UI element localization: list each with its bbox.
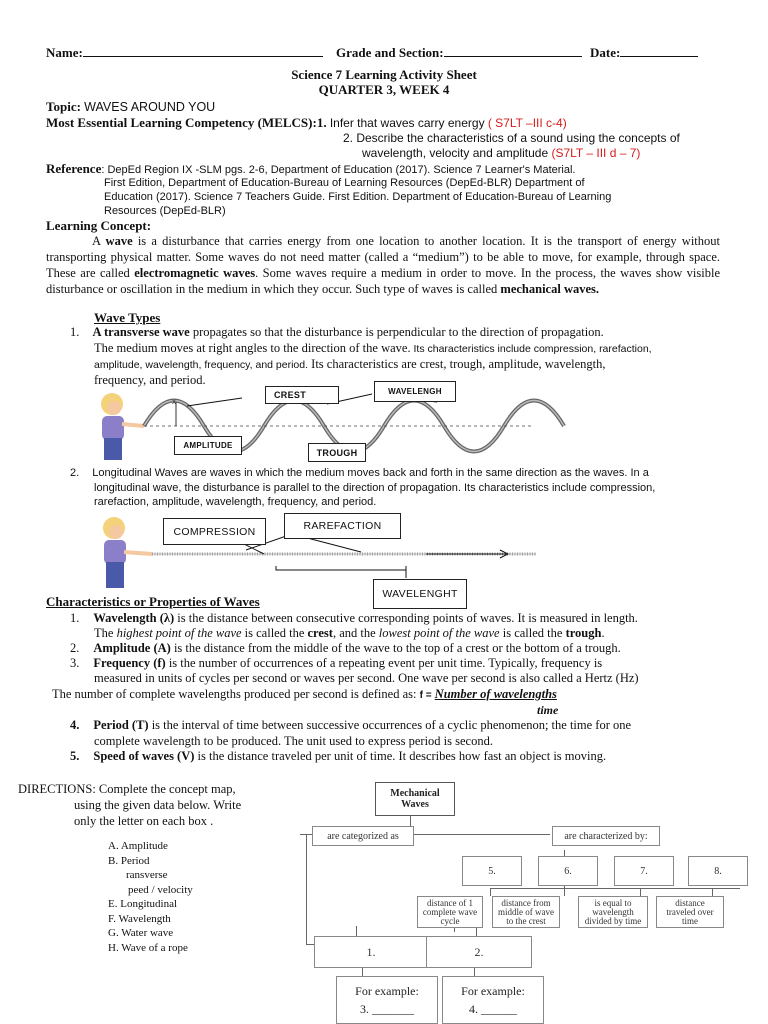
p1-l2i1: highest point of the wave	[116, 626, 242, 640]
trough-label: TROUGH	[308, 443, 366, 462]
date-blank[interactable]	[620, 44, 698, 57]
property-5-text: is the distance traveled per unit of time. It describes how fast an object is moving.	[194, 749, 607, 763]
directions-line1	[18, 782, 236, 797]
property-4-term: Period (T)	[93, 718, 149, 732]
name-label: Name:	[46, 45, 83, 60]
wave-type-1	[70, 325, 604, 340]
date-label: Date:	[590, 45, 621, 60]
property-2-text: is the distance from the middle of the wave to the top of a crest or the bottom of a trough.	[170, 641, 621, 655]
property-5-term: Speed of waves (V)	[93, 749, 195, 763]
concept-mech-term: mechanical waves.	[500, 282, 600, 296]
name-blank[interactable]	[83, 44, 323, 57]
reference-text1: : DepEd Region IX -SLM pgs. 2-6, Department of Education (2017). Science 7 Learner's Material.	[101, 164, 576, 176]
slot-5[interactable]: 5.	[462, 856, 522, 886]
wave-type-1-line4: frequency, and period.	[94, 373, 206, 387]
property-4-line2: complete wavelength to be produced. The unit used to express period is second.	[94, 734, 493, 748]
example-2-box	[442, 976, 544, 1024]
concept-a: A	[92, 234, 101, 248]
name-field[interactable]	[46, 44, 323, 61]
property-5-num: 5.	[70, 749, 80, 763]
choice-c: ransverse	[126, 869, 168, 881]
wave-type-1-line3	[94, 357, 606, 372]
choice-f: F. Wavelength	[108, 912, 171, 925]
topic-value: WAVES AROUND YOU	[84, 100, 216, 114]
slot-7[interactable]: 7.	[614, 856, 674, 886]
concept-em-term: electromagnetic waves	[134, 266, 256, 280]
reference-line3: Education (2017). Science 7 Teachers Guide. First Edition. Department of Education-Bureau of Learning	[104, 191, 612, 203]
p1-l2i2: lowest point of the wave	[378, 626, 500, 640]
property-3-text: is the number of occurrences of a repeating event per unit time. Typically, frequency is	[165, 656, 603, 670]
wavelength-label-1: WAVELENGH	[374, 381, 456, 402]
example-1-label: For example:	[355, 984, 419, 998]
root-node	[375, 782, 455, 816]
p1-l2d: is called the	[499, 626, 566, 640]
wave-type-2-text1: Longitudinal Waves are waves in which the medium moves back and forth in the same direction as the waves. In a	[92, 467, 649, 479]
choices-list	[108, 839, 258, 955]
example-2-label: For example:	[461, 984, 525, 998]
p1-l2b: is called the	[241, 626, 308, 640]
p1-trough: trough	[565, 626, 602, 640]
topic	[46, 99, 215, 115]
p1-crest: crest	[307, 626, 333, 640]
property-1	[70, 611, 638, 626]
property-3-num: 3.	[70, 656, 80, 670]
grade-label: Grade and Section:	[336, 45, 444, 60]
root-line1: Mechanical	[390, 788, 440, 799]
wave-type-2-line2: longitudinal wave, the disturbance is parallel to the direction of propagation. Its characteristics include compression,	[94, 482, 656, 494]
property-5	[70, 749, 606, 764]
wave-type-1-text: propagates so that the disturbance is perpendicular to the direction of propagation.	[189, 325, 604, 339]
reference-line2: First Edition, Department of Education-Bureau of Learning Resources (DepEd-BLR) Department of	[104, 177, 585, 189]
property-3-line3	[52, 687, 557, 702]
choice-a: A. Amplitude	[108, 840, 168, 852]
property-3-line3-text: The number of complete wavelengths produced per second is defined as:	[52, 687, 417, 701]
property-3-line2: measured in units of cycles per second or waves per second. One wave per second is also called a Hertz (Hz)	[94, 671, 639, 685]
person-figure	[101, 393, 144, 460]
desc-7: is equal to wavelength divided by time	[578, 896, 648, 928]
melcs-label: Most Essential Learning Competency (MELCS):1.	[46, 115, 327, 130]
wave-type-1-line2b: Its characteristics include compression, rarefaction,	[410, 343, 652, 355]
p1-l2e: .	[601, 626, 605, 640]
example-1-box	[336, 976, 438, 1024]
concept-paragraph	[46, 233, 720, 297]
formula-denominator: time	[537, 703, 559, 717]
melcs-item2-code: (S7LT – III d – 7)	[551, 146, 641, 160]
directions-line2: using the given data below. Write	[74, 798, 242, 812]
melcs-item2-text: wavelength, velocity and amplitude	[362, 146, 549, 160]
property-2-term: Amplitude (A)	[93, 641, 171, 655]
slot-6[interactable]: 6.	[538, 856, 598, 886]
compression-label: COMPRESSION	[163, 518, 266, 545]
example-2-slot[interactable]: 4. ______	[469, 1002, 517, 1016]
formula-f: f =	[419, 690, 432, 701]
wave-type-1-num: 1.	[70, 325, 80, 339]
quarter-title: QUARTER 3, WEEK 4	[318, 82, 450, 97]
person-figure-2	[103, 517, 152, 588]
melcs-item2-line2	[362, 146, 640, 160]
property-2-num: 2.	[70, 641, 80, 655]
reference-line4: Resources (DepEd-BLR)	[104, 205, 226, 217]
wave-type-1-line2a: The medium moves at right angles to the direction of the wave.	[94, 341, 411, 355]
choice-h: H. Wave of a rope	[108, 941, 188, 954]
reference-label: Reference	[46, 161, 102, 176]
amplitude-label: AMPLITUDE	[174, 436, 242, 455]
desc-8: distance traveled over time	[656, 896, 724, 928]
property-4-text: is the interval of time between successive occurrences of a cyclic phenomenon; the time for one	[148, 718, 632, 732]
properties-heading: Characteristics or Properties of Waves	[46, 594, 260, 609]
p1-l2c: , and the	[332, 626, 379, 640]
desc-6: distance from middle of wave to the crest	[492, 896, 560, 928]
crest-label: CREST	[265, 386, 339, 404]
grade-field[interactable]	[336, 44, 582, 61]
directions-label: DIRECTIONS	[18, 782, 93, 796]
grade-blank[interactable]	[444, 44, 582, 57]
slot-8[interactable]: 8.	[688, 856, 748, 886]
property-1-text: is the distance between consecutive corresponding points of waves. It is measured in length.	[174, 611, 638, 625]
melcs	[46, 115, 567, 131]
directions-text1: : Complete the concept map,	[92, 782, 236, 796]
choice-b: B. Period	[108, 854, 150, 867]
concept-text1: is a disturbance that carries energy from one location to another location. It is the transport of energy without transporting physical matter. Some waves do not need matter (called a “medium”) to be able to move, for example, through space. These are called	[46, 234, 720, 280]
concept-wave-term: wave	[105, 234, 133, 248]
property-4-num: 4.	[70, 718, 80, 732]
example-1-slot[interactable]: 3. _______	[360, 1002, 414, 1016]
melcs-item1: Infer that waves carry energy	[329, 116, 485, 130]
property-3	[70, 656, 602, 671]
svg-text:x: x	[172, 397, 176, 406]
choice-g: G. Water wave	[108, 927, 174, 939]
p1-l2a: The	[94, 626, 117, 640]
wave-type-2-line3: rarefaction, amplitude, wavelength, frequency, and period.	[94, 496, 377, 508]
concept-text2: . Some waves require a medium in order to move. In the process, the waves show visible disturbance or oscillation in the medium in which they occur. Such type of waves is called	[46, 266, 720, 296]
directions-line3: only the letter on each box .	[74, 814, 214, 828]
wave-type-2-num: 2.	[70, 467, 80, 479]
choice-e: E. Longitudinal	[108, 898, 178, 910]
characterized-node: are characterized by:	[552, 826, 660, 846]
learning-concept-heading: Learning Concept:	[46, 218, 152, 233]
property-1-num: 1.	[70, 611, 80, 625]
formula-numerator: Number of wavelengths	[434, 687, 557, 701]
reference-line1	[46, 161, 575, 177]
wave-type-1-line3a: amplitude, wavelength, frequency, and period.	[94, 359, 309, 371]
wave-type-1-line2	[94, 341, 652, 356]
wave-types-heading: Wave Types	[94, 310, 161, 325]
wave-type-1-line3b: Its characteristics are crest, trough, amplitude, wavelength,	[308, 357, 606, 371]
sheet-title: Science 7 Learning Activity Sheet	[291, 67, 477, 82]
slot-1[interactable]: 1.	[314, 936, 428, 968]
wave-type-1-term: A transverse wave	[92, 325, 190, 339]
melcs-item2-line1: 2. Describe the characteristics of a sound using the concepts of	[343, 131, 680, 145]
property-3-term: Frequency (f)	[93, 656, 166, 670]
slot-2[interactable]: 2.	[426, 936, 532, 968]
property-2	[70, 641, 621, 656]
categorized-node: are categorized as	[312, 826, 414, 846]
topic-label: Topic:	[46, 99, 81, 114]
date-field[interactable]	[590, 44, 698, 61]
property-1-term: Wavelength (λ)	[93, 611, 175, 625]
property-4	[70, 718, 631, 733]
wavelength-label-2: WAVELENGHT	[373, 579, 467, 609]
choice-d: peed / velocity	[128, 883, 193, 896]
root-line2: Waves	[401, 799, 429, 810]
rarefaction-label: RAREFACTION	[284, 513, 401, 539]
property-1-line2	[94, 626, 605, 641]
concept-map	[300, 776, 768, 1024]
melcs-item1-code: ( S7LT –III c-4)	[487, 116, 567, 130]
desc-5: distance of 1 complete wave cycle	[417, 896, 483, 928]
wave-type-2-line1	[70, 467, 649, 479]
